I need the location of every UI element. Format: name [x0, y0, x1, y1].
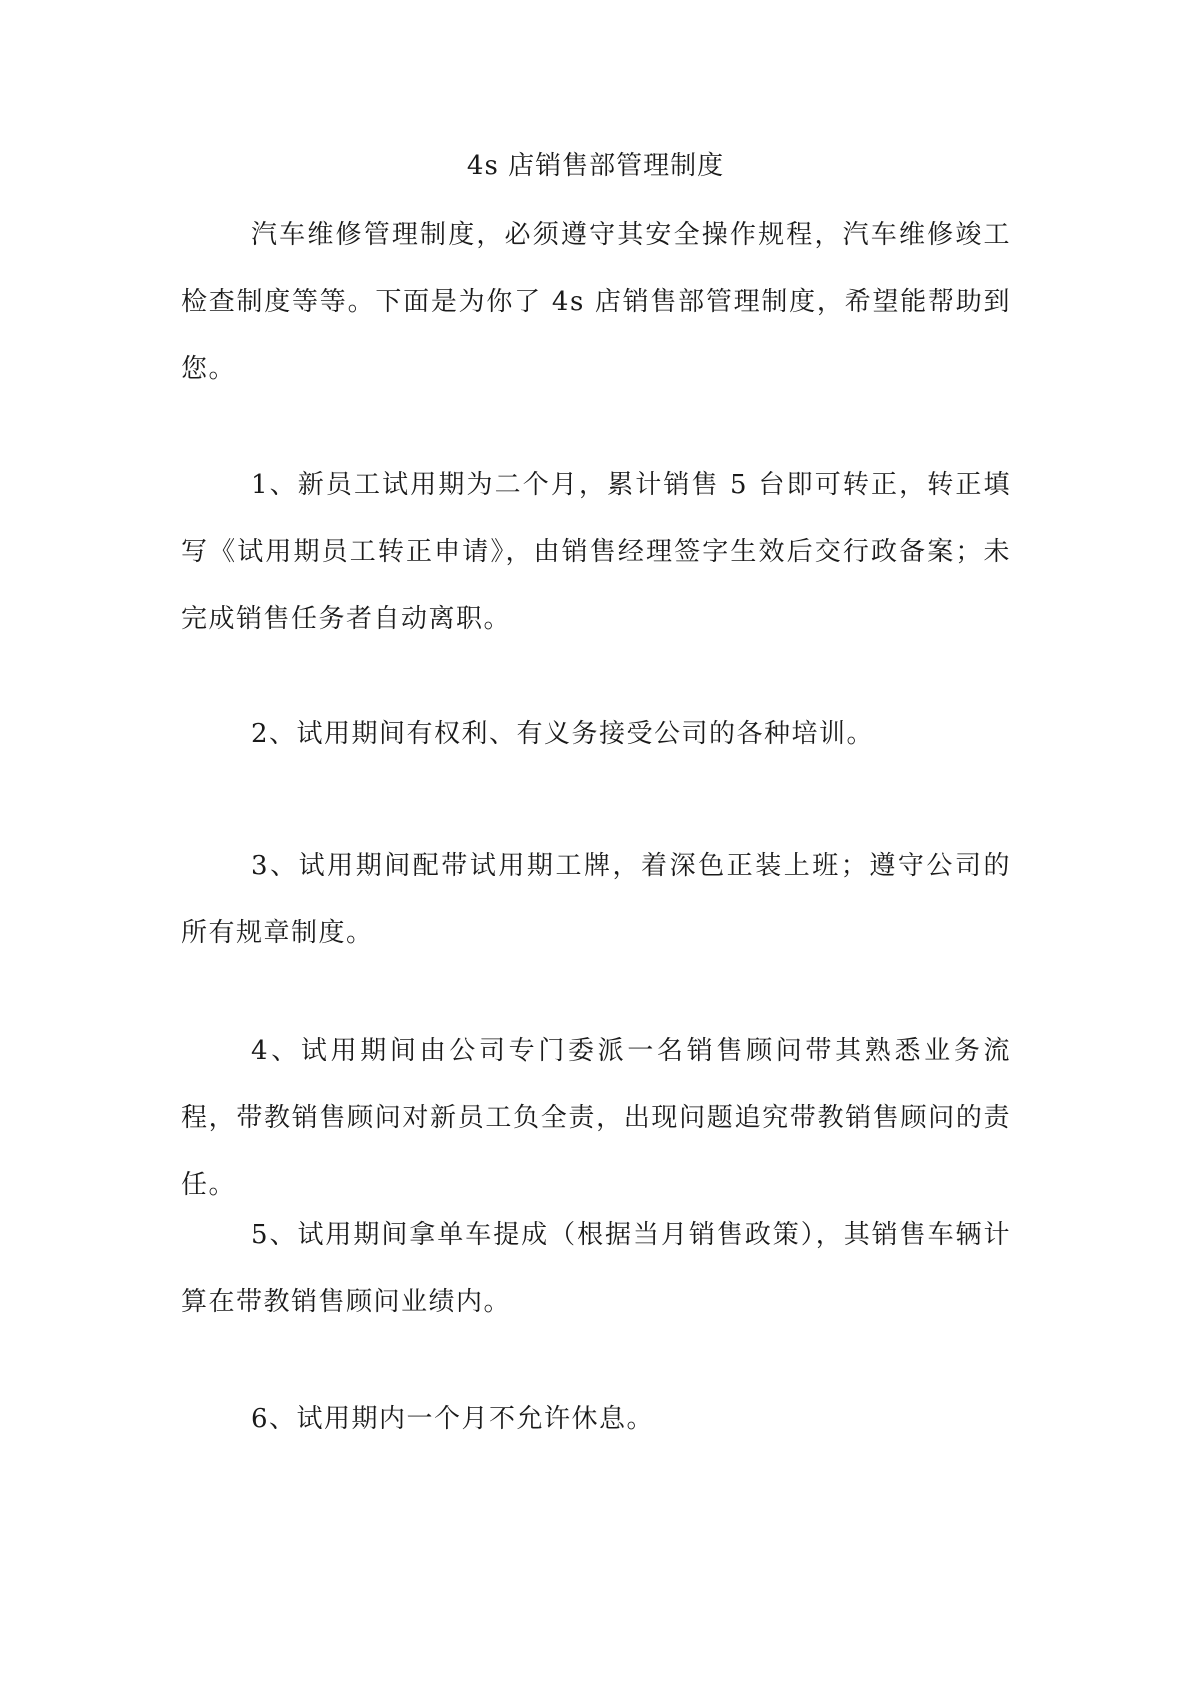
rule-item-4: 4、试用期间由公司专门委派一名销售顾问带其熟悉业务流程，带教销售顾问对新员工负全责，出现问题追究带教销售顾问的责任。: [181, 1036, 1011, 1200]
rule-item-5: 5、试用期间拿单车提成（根据当月销售政策），其销售车辆计算在带教销售顾问业绩内。: [181, 1220, 1011, 1317]
rule-item-6: 6、试用期内一个月不允许休息。: [251, 1404, 655, 1434]
document-title: 4s 店销售部管理制度: [466, 151, 725, 181]
rule-item-2: 2、试用期间有权利、有义务接受公司的各种培训。: [251, 719, 875, 749]
rule-item-1: 1、新员工试用期为二个月，累计销售 5 台即可转正，转正填写《试用期员工转正申请》，由销售经理签字生效后交行政备案；未完成销售任务者自动离职。: [181, 470, 1011, 634]
intro-paragraph: 汽车维修管理制度，必须遵守其安全操作规程，汽车维修竣工检查制度等等。下面是为你了 4s 店销售部管理制度，希望能帮助到您。: [181, 220, 1011, 384]
rule-item-3: 3、试用期间配带试用期工牌，着深色正装上班；遵守公司的所有规章制度。: [181, 851, 1011, 948]
